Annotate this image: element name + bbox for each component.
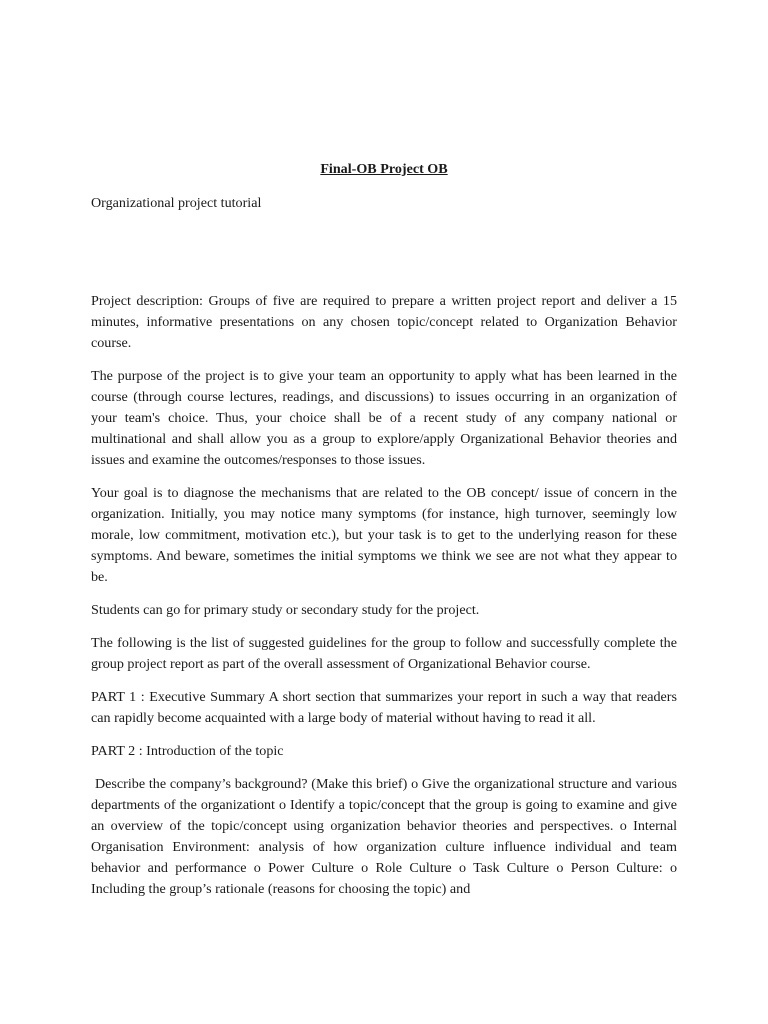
- document-subtitle: Organizational project tutorial: [91, 195, 262, 211]
- paragraph-part-2-heading: PART 2 : Introduction of the topic: [91, 743, 284, 759]
- paragraph-part-1: PART 1 : Executive Summary A short section that summarizes your report in such a way that readers can rapidly become acquainted with a large body of material without having to read it all.: [91, 689, 677, 726]
- paragraph-purpose: The purpose of the project is to give your team an opportunity to apply what has been learned in the course (through course lectures, readings, and discussions) to issues occurring in an organization of your team's choice. Thus, your choice shall be of a recent study of any company national or multinational and shall allow you as a group to explore/apply Organizational Behavior theories and issues and examine the outcomes/responses to those issues.: [91, 368, 677, 468]
- document-title: Final-OB Project OB: [320, 161, 448, 177]
- paragraph-guidelines: The following is the list of suggested guidelines for the group to follow and successfully complete the group project report as part of the overall assessment of Organizational Behavior course.: [91, 635, 677, 672]
- paragraph-goal: Your goal is to diagnose the mechanisms that are related to the OB concept/ issue of concern in the organization. Initially, you may notice many symptoms (for instance, high turnover, seemingly low morale, low commitment, motivation etc.), but your task is to get to the underlying reason for these symptoms. And beware, sometimes the initial symptoms we think we see are not what they appear to be.: [91, 485, 677, 585]
- document-body: [91, 291, 677, 912]
- paragraph-project-description: Project description: Groups of five are required to prepare a written project report and deliver a 15 minutes, informative presentations on any chosen topic/concept related to Organization Behavior course.: [91, 293, 677, 351]
- paragraph-part-2-details: Describe the company’s background? (Make this brief) o Give the organizational structure and various departments of the organizationt o Identify a topic/concept that the group is going to examine and give an overview of the topic/concept using organization behavior theories and perspectives. o Internal Organisation Environment: analysis of how organization culture influence individual and team behavior and performance o Power Culture o Role Culture o Task Culture o Person Culture: o Including the group’s rationale (reasons for choosing the topic) and: [91, 776, 677, 897]
- paragraph-study-type: Students can go for primary study or secondary study for the project.: [91, 602, 480, 618]
